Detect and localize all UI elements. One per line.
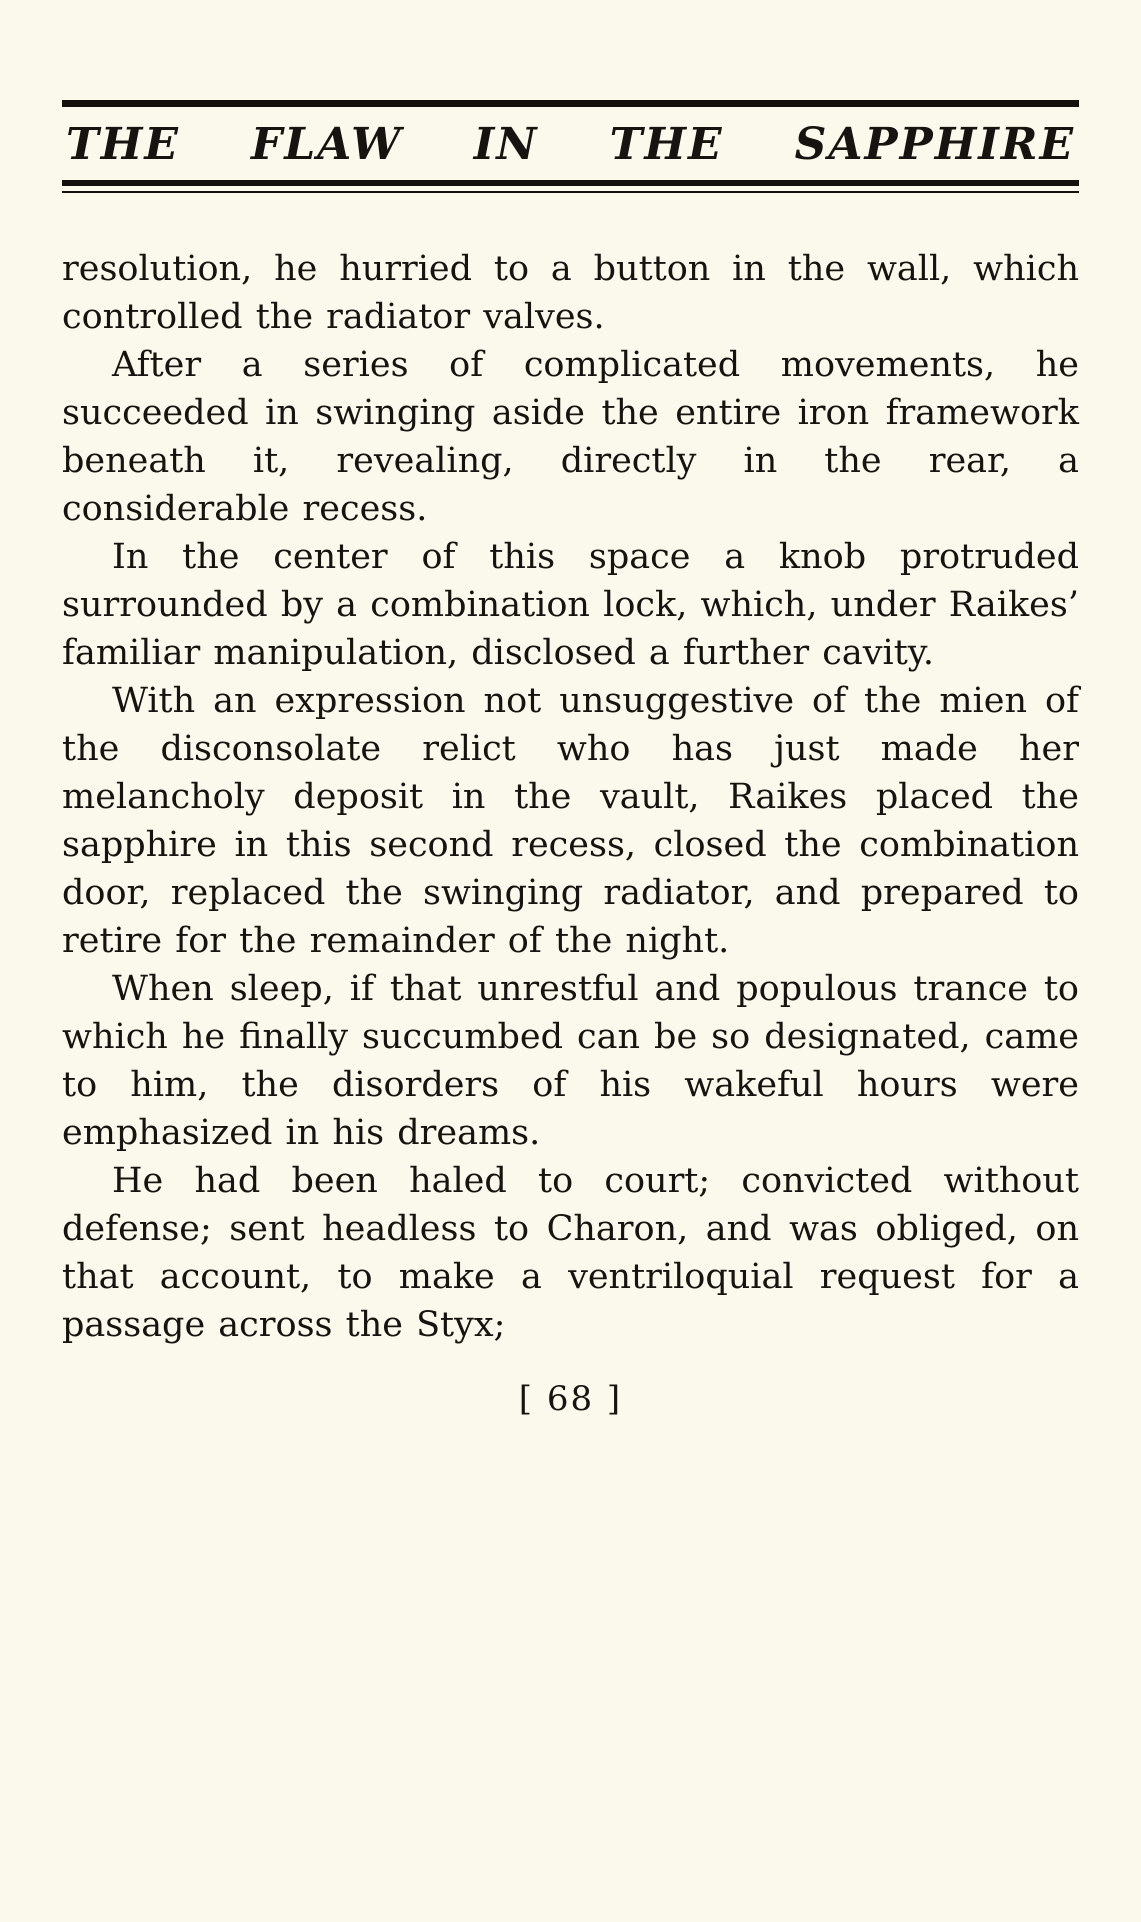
header-rule-top [62, 100, 1079, 107]
header-rule-bottom-thin [62, 191, 1079, 193]
page-number: [ 68 ] [518, 1379, 623, 1419]
paragraph: resolution, he hurried to a button in the wall, which controlled the radiator valves. [62, 249, 1079, 337]
paragraph: After a series of complicated movements, he succeeded in swinging aside the entire iron framework beneath it, revealing, directly in the rear, a considerable recess. [62, 345, 1079, 529]
paragraph: When sleep, if that unrestful and populous trance to which he finally succumbed can be so designated, came to him, the disorders of his wakeful hours were emphasized in his dreams. [62, 969, 1079, 1153]
header-rule-bottom-thick [62, 180, 1079, 186]
paragraph: He had been haled to court; convicted without defense; sent headless to Charon, and was obliged, on that account, to make a ventriloquial request for a passage across the Styx; [62, 1161, 1079, 1345]
paragraph: In the center of this space a knob protruded surrounded by a combination lock, which, under Raikes’ familiar manipulation, disclosed a further cavity. [62, 537, 1079, 673]
running-header-title: THE FLAW IN THE SAPPHIRE [66, 119, 1075, 170]
paragraph: With an expression not unsuggestive of the mien of the disconsolate relict who has just made her melancholy deposit in the vault, Raikes placed the sapphire in this second recess, closed the combination door, replaced the swinging radiator, and prepared to retire for the remainder of the night. [62, 681, 1079, 961]
page-body [62, 245, 1079, 1349]
